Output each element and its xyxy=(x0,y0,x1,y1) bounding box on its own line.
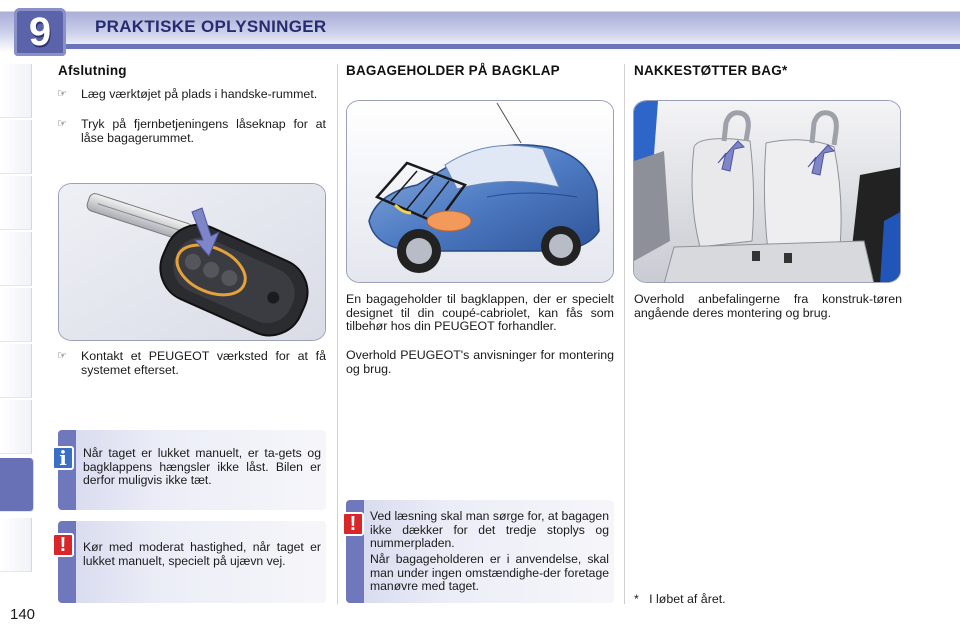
nakkestotter-paragraph: Overhold anbefalingerne fra konstruk-tøren angående deres montering og brug. xyxy=(634,292,902,320)
side-tab[interactable] xyxy=(0,344,32,398)
bullet-text: Tryk på fjernbetjeningens låseknap for at låse bagagerummet. xyxy=(81,117,326,145)
bullet-item xyxy=(57,349,326,377)
side-tab[interactable] xyxy=(0,232,32,286)
key-illustration xyxy=(58,183,326,341)
side-tab[interactable] xyxy=(0,288,32,342)
car-luggage-rack-illustration xyxy=(346,100,614,283)
chapter-side-tabs xyxy=(0,64,34,574)
section-title-afslutning: Afslutning xyxy=(58,63,127,78)
rear-headrest-illustration xyxy=(633,100,901,283)
footnote-mark: * xyxy=(634,592,639,606)
bagageholder-paragraph-2: Overhold PEUGEOT's anvisninger for montering og brug. xyxy=(346,348,614,376)
bagageholder-paragraph-1: En bagageholder til bagklappen, der er specielt designet til din coupé-cabriolet, kan fås som tilbehør hos din PEUGEOT forhandler. xyxy=(346,292,614,333)
header-rule xyxy=(40,44,960,49)
warning-note-text-2: Når bagageholderen er i anvendelse, skal man under ingen omstændighe-der foretage manøvre med taget. xyxy=(370,552,609,593)
warning-note-text: Kør med moderat hastighed, når taget er lukket manuelt, specielt på ujævn vej. xyxy=(83,540,321,568)
bullet-item xyxy=(57,87,326,102)
side-tab[interactable] xyxy=(0,518,32,572)
bullet-text: Læg værktøjet på plads i handske-rummet. xyxy=(81,87,318,101)
column-divider xyxy=(337,64,338,604)
bullet-text: Kontakt et PEUGEOT værksted for at få systemet efterset. xyxy=(81,349,326,377)
pointing-hand-icon: ☞ xyxy=(57,350,67,362)
side-tab[interactable] xyxy=(0,176,32,230)
page-title: PRAKTISKE OPLYSNINGER xyxy=(95,17,327,36)
section-title-nakkestotter: NAKKESTØTTER BAG* xyxy=(634,63,788,78)
page-number: 140 xyxy=(10,606,36,623)
side-tab[interactable] xyxy=(0,400,32,454)
side-tab[interactable] xyxy=(0,120,32,174)
pointing-hand-icon: ☞ xyxy=(57,118,67,130)
column-divider xyxy=(624,64,625,604)
exclamation-icon: ! xyxy=(342,512,364,536)
footnote xyxy=(634,593,834,607)
pointing-hand-icon: ☞ xyxy=(57,88,67,100)
warning-note-text-1: Ved læsning skal man sørge for, at bagagen ikke dækker for det tredje stoplys og nummerpladen. xyxy=(370,509,609,550)
info-icon: i xyxy=(52,446,74,470)
side-tab[interactable] xyxy=(0,64,32,118)
section-title-bagageholder: BAGAGEHOLDER PÅ BAGKLAP xyxy=(346,63,560,78)
note-strip xyxy=(58,430,76,510)
bullet-item xyxy=(57,117,326,145)
side-tab-active[interactable] xyxy=(0,458,34,512)
info-note-text: Når taget er lukket manuelt, er ta-gets og bagklappens hængsler ikke låst. Bilen er derfor muligvis ikke tæt. xyxy=(83,446,321,487)
chapter-number: 9 xyxy=(28,10,52,54)
footnote-text: I løbet af året. xyxy=(649,592,726,606)
exclamation-icon: ! xyxy=(52,533,74,557)
